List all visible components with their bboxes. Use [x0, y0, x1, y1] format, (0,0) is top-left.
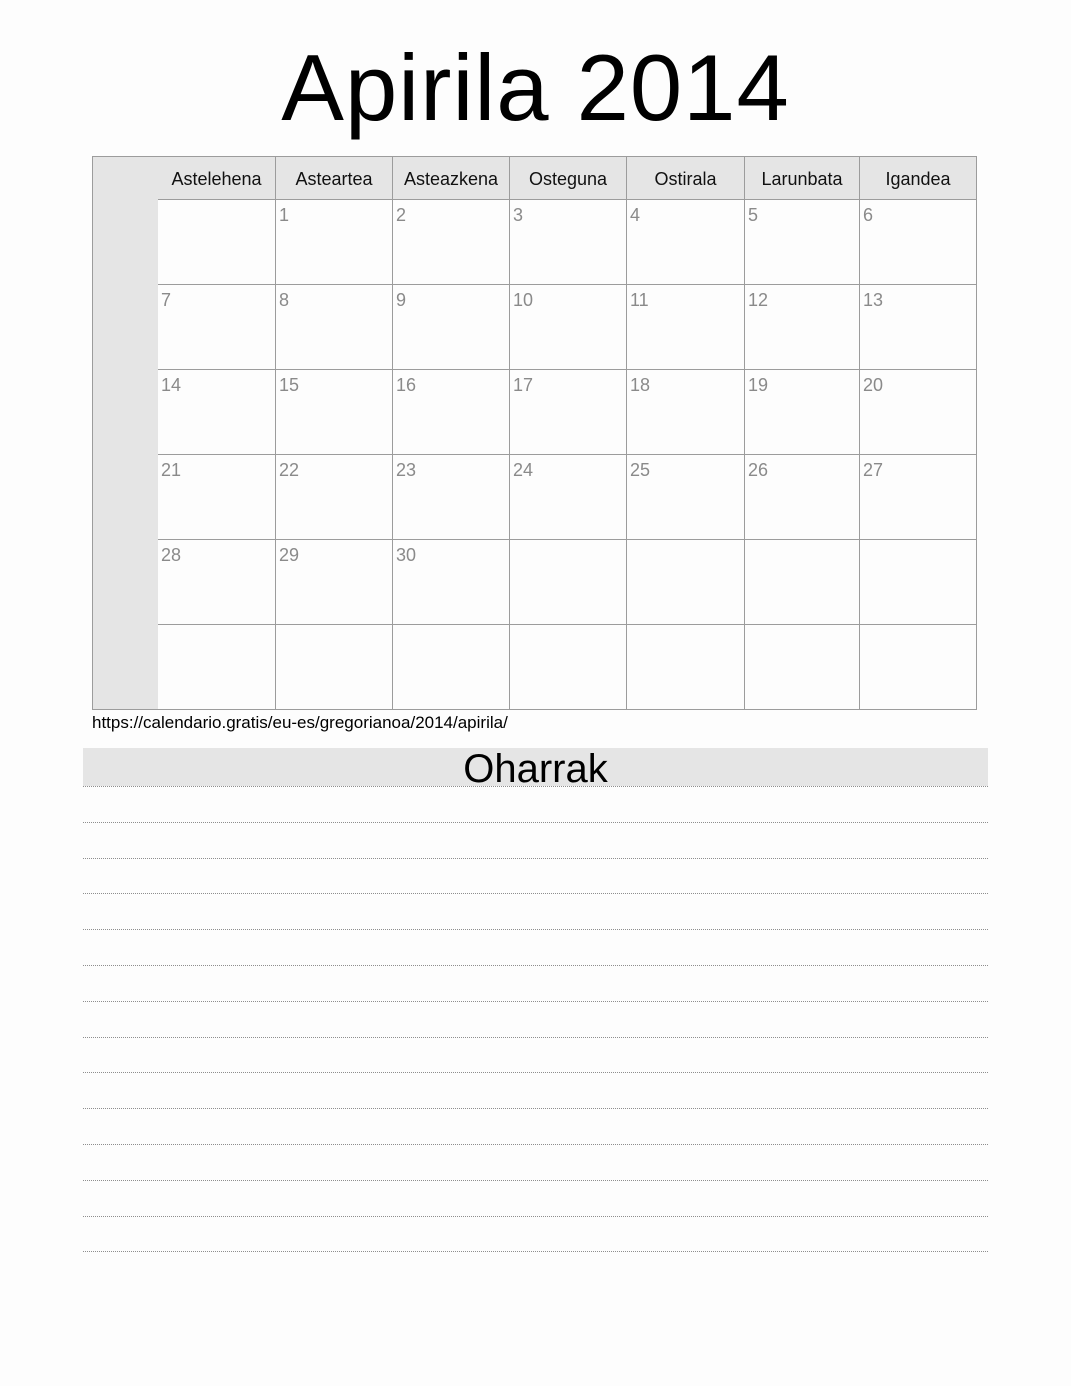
day-number: 3 [513, 205, 524, 225]
day-number: 21 [161, 460, 182, 480]
day-cell[interactable] [509, 285, 626, 370]
day-number: 28 [161, 545, 182, 565]
day-number: 10 [513, 290, 534, 310]
note-line [83, 893, 988, 894]
day-cell[interactable] [275, 455, 392, 540]
day-number: 15 [279, 375, 300, 395]
day-cell[interactable] [744, 625, 859, 709]
note-line [83, 1216, 988, 1217]
note-line [83, 858, 988, 859]
day-cell[interactable] [744, 540, 859, 625]
day-cell[interactable] [158, 200, 275, 285]
day-number: 27 [863, 460, 884, 480]
day-cell[interactable] [392, 540, 509, 625]
weekday-header-row [158, 157, 976, 200]
day-number: 29 [279, 545, 300, 565]
day-cell[interactable] [158, 370, 275, 455]
note-line [83, 929, 988, 930]
day-cell[interactable] [275, 625, 392, 709]
weekday-header: Astelehena [171, 169, 262, 189]
day-number: 1 [279, 205, 290, 225]
day-cell[interactable] [275, 370, 392, 455]
day-number: 19 [748, 375, 769, 395]
day-cell[interactable] [744, 370, 859, 455]
day-cell[interactable] [859, 200, 976, 285]
note-line [83, 1001, 988, 1002]
day-number: 25 [630, 460, 651, 480]
note-line [83, 965, 988, 966]
day-number: 23 [396, 460, 417, 480]
day-cell[interactable] [509, 200, 626, 285]
day-cell[interactable] [509, 625, 626, 709]
day-cell[interactable] [275, 200, 392, 285]
day-cell[interactable] [392, 455, 509, 540]
day-number: 14 [161, 375, 182, 395]
day-cell[interactable] [158, 540, 275, 625]
weekday-header: Larunbata [744, 157, 859, 199]
day-number: 26 [748, 460, 769, 480]
day-cell[interactable] [275, 540, 392, 625]
day-cell[interactable] [626, 625, 744, 709]
day-cell[interactable] [859, 540, 976, 625]
day-number: 16 [396, 375, 417, 395]
day-number: 18 [630, 375, 651, 395]
day-number: 8 [279, 290, 290, 310]
source-url[interactable]: https://calendario.gratis/eu-es/gregorianoa/2014/apirila/ [92, 713, 508, 732]
note-line [83, 1251, 988, 1252]
day-number: 30 [396, 545, 417, 565]
calendar-days [158, 200, 976, 709]
day-number: 17 [513, 375, 534, 395]
day-cell[interactable] [509, 540, 626, 625]
day-number: 9 [396, 290, 407, 310]
day-cell[interactable] [744, 285, 859, 370]
day-cell[interactable] [859, 370, 976, 455]
day-cell[interactable] [392, 625, 509, 709]
weekday-header: Asteartea [275, 157, 392, 199]
day-cell[interactable] [509, 370, 626, 455]
note-line [83, 1144, 988, 1145]
day-number: 4 [630, 205, 641, 225]
day-cell[interactable] [859, 285, 976, 370]
day-cell[interactable] [509, 455, 626, 540]
day-number: 2 [396, 205, 407, 225]
day-cell[interactable] [626, 540, 744, 625]
note-line [83, 1108, 988, 1109]
day-number: 24 [513, 460, 534, 480]
day-cell[interactable] [392, 200, 509, 285]
note-line [83, 786, 988, 787]
day-cell[interactable] [859, 455, 976, 540]
day-cell[interactable] [626, 370, 744, 455]
day-cell[interactable] [626, 455, 744, 540]
day-number: 11 [630, 290, 649, 310]
day-number: 13 [863, 290, 884, 310]
note-line [83, 822, 988, 823]
day-cell[interactable] [626, 200, 744, 285]
notes-title: Oharrak [83, 748, 988, 786]
note-line [83, 1180, 988, 1181]
day-cell[interactable] [158, 455, 275, 540]
day-cell[interactable] [158, 625, 275, 709]
day-number: 12 [748, 290, 769, 310]
weekday-header: Ostirala [626, 157, 744, 199]
day-number: 7 [161, 290, 172, 310]
weekday-header: Igandea [859, 157, 976, 199]
weekday-header: Osteguna [509, 157, 626, 199]
day-cell[interactable] [392, 370, 509, 455]
page-title: Apirila 2014 [281, 35, 790, 140]
weekday-header: Asteazkena [392, 157, 509, 199]
note-line [83, 1037, 988, 1038]
day-number: 5 [748, 205, 759, 225]
week-number-column [93, 157, 159, 709]
day-number: 6 [863, 205, 874, 225]
day-cell[interactable] [744, 455, 859, 540]
day-cell[interactable] [392, 285, 509, 370]
day-cell[interactable] [859, 625, 976, 709]
day-number: 22 [279, 460, 300, 480]
note-line [83, 1072, 988, 1073]
day-number: 20 [863, 375, 884, 395]
calendar-grid [92, 156, 977, 710]
day-cell[interactable] [275, 285, 392, 370]
day-cell[interactable] [158, 285, 275, 370]
day-cell[interactable] [626, 285, 744, 370]
day-cell[interactable] [744, 200, 859, 285]
